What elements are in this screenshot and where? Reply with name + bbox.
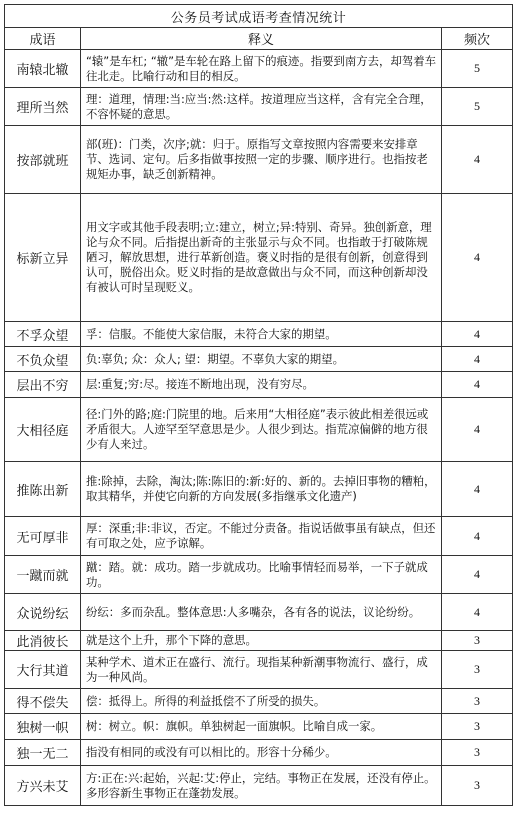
meaning-cell: 负:辜负; 众：众人; 望：期望。不辜负大家的期望。: [81, 347, 442, 372]
meaning-cell: 方:正在:兴:起始，兴起:艾:停止，完结。事物正在发展，还没有停止。多形容新生事物正在蓬勃发展。: [81, 766, 442, 806]
idiom-cell: 独一无二: [5, 740, 81, 766]
idiom-cell: 层出不穷: [5, 372, 81, 398]
meaning-cell: 树：树立。帜：旗帜。单独树起一面旗帜。比喻自成一家。: [81, 714, 442, 740]
table-row: [5, 398, 513, 462]
frequency-cell: 3: [442, 766, 513, 806]
meaning-cell: 厚：深重;非:非议，否定。不能过分责备。指说话做事虽有缺点，但还有可取之处，应予谅解。: [81, 517, 442, 556]
meaning-cell: 径:门外的路;庭:门院里的地。后来用“大相径庭”表示彼此相差很远或矛盾很大。人迹罕至罕意思是少。人很少到达。指荒凉偏僻的地方很少有人来过。: [81, 398, 442, 462]
table-row: [5, 740, 513, 766]
table-row: [5, 194, 513, 322]
frequency-cell: 4: [442, 347, 513, 372]
table-title: 公务员考试成语考查情况统计: [5, 5, 513, 28]
idiom-cell: 此消彼长: [5, 631, 81, 651]
frequency-cell: 4: [442, 372, 513, 398]
table-row: [5, 372, 513, 398]
meaning-cell: 层:重复;穷:尽。接连不断地出现，没有穷尽。: [81, 372, 442, 398]
meaning-cell: 指没有相同的或没有可以相比的。形容十分稀少。: [81, 740, 442, 766]
idiom-cell: 不负众望: [5, 347, 81, 372]
idiom-cell: 方兴未艾: [5, 766, 81, 806]
meaning-cell: 孚：信服。不能使大家信服，未符合大家的期望。: [81, 322, 442, 347]
meaning-cell: 某种学术、道术正在盛行、流行。现指某种新潮事物流行、盛行，成为一种风尚。: [81, 651, 442, 689]
idiom-cell: 无可厚非: [5, 517, 81, 556]
frequency-cell: 3: [442, 631, 513, 651]
meaning-cell: 理：道理，情理:当:应当:然:这样。按道理应当这样，含有完全合理，不容怀疑的意思。: [81, 88, 442, 126]
header-row: [5, 28, 513, 50]
idiom-cell: 独树一帜: [5, 714, 81, 740]
idiom-cell: 按部就班: [5, 126, 81, 194]
meaning-cell: 就是这个上升，那个下降的意思。: [81, 631, 442, 651]
frequency-cell: 4: [442, 398, 513, 462]
idiom-cell: 得不偿失: [5, 689, 81, 714]
idiom-cell: 众说纷纭: [5, 594, 81, 631]
frequency-cell: 4: [442, 517, 513, 556]
table-row: [5, 126, 513, 194]
idiom-statistics-table: [4, 4, 513, 806]
frequency-cell: 4: [442, 556, 513, 594]
frequency-cell: 5: [442, 88, 513, 126]
meaning-cell: 用文字或其他手段表明;立:建立，树立;异:特别、奇异。独创新意，理论与众不同。后指提出新奇的主张显示与众不同。也指敢于打破陈规陋习，解放思想，进行革新创造。褒义时指的是很有创新，创意得到认可，脱俗出众。贬义时指的是故意做出与众不同，而这种创新却没有被认可时呈现贬义。: [81, 194, 442, 322]
table-row: [5, 651, 513, 689]
meaning-cell: 偿：抵得上。所得的利益抵偿不了所受的损失。: [81, 689, 442, 714]
idiom-cell: 大行其道: [5, 651, 81, 689]
frequency-cell: 4: [442, 462, 513, 517]
frequency-cell: 4: [442, 194, 513, 322]
table-row: [5, 766, 513, 806]
table-row: [5, 517, 513, 556]
idiom-cell: 南辕北辙: [5, 50, 81, 88]
frequency-cell: 3: [442, 740, 513, 766]
table-row: [5, 462, 513, 517]
idiom-cell: 理所当然: [5, 88, 81, 126]
table-row: [5, 322, 513, 347]
meaning-cell: “辕”是车杠; “辙”是车轮在路上留下的痕迹。指要到南方去，却驾着车往北走。比喻行动和目的相反。: [81, 50, 442, 88]
frequency-cell: 5: [442, 50, 513, 88]
idiom-cell: 推陈出新: [5, 462, 81, 517]
meaning-cell: 纷纭：多而杂乱。整体意思:人多嘴杂，各有各的说法，议论纷纷。: [81, 594, 442, 631]
table-row: [5, 631, 513, 651]
table-row: [5, 50, 513, 88]
table-row: [5, 714, 513, 740]
table-row: [5, 594, 513, 631]
meaning-cell: 蹴：踏。就：成功。踏一步就成功。比喻事情轻而易举，一下子就成功。: [81, 556, 442, 594]
header-freq: 频次: [442, 28, 513, 50]
meaning-cell: 部(班)：门类，次序;就：归于。原指写文章按照内容需要来安排章节、选词、定句。后多指做事按照一定的步骤、顺序进行。也指按老规矩办事，缺乏创新精神。: [81, 126, 442, 194]
idiom-cell: 一蹴而就: [5, 556, 81, 594]
frequency-cell: 4: [442, 126, 513, 194]
header-idiom: 成语: [5, 28, 81, 50]
frequency-cell: 3: [442, 651, 513, 689]
table-row: [5, 689, 513, 714]
frequency-cell: 4: [442, 322, 513, 347]
frequency-cell: 4: [442, 594, 513, 631]
table-row: [5, 347, 513, 372]
frequency-cell: 3: [442, 689, 513, 714]
header-meaning: 释义: [81, 28, 442, 50]
frequency-cell: 3: [442, 714, 513, 740]
idiom-cell: 大相径庭: [5, 398, 81, 462]
idiom-cell: 标新立异: [5, 194, 81, 322]
idiom-cell: 不孚众望: [5, 322, 81, 347]
table-row: [5, 88, 513, 126]
meaning-cell: 推:除掉，去除，淘汰;陈:陈旧的:新:好的、新的。去掉旧事物的糟粕，取其精华，并使它向新的方向发展(多指继承文化遗产): [81, 462, 442, 517]
table-row: [5, 556, 513, 594]
